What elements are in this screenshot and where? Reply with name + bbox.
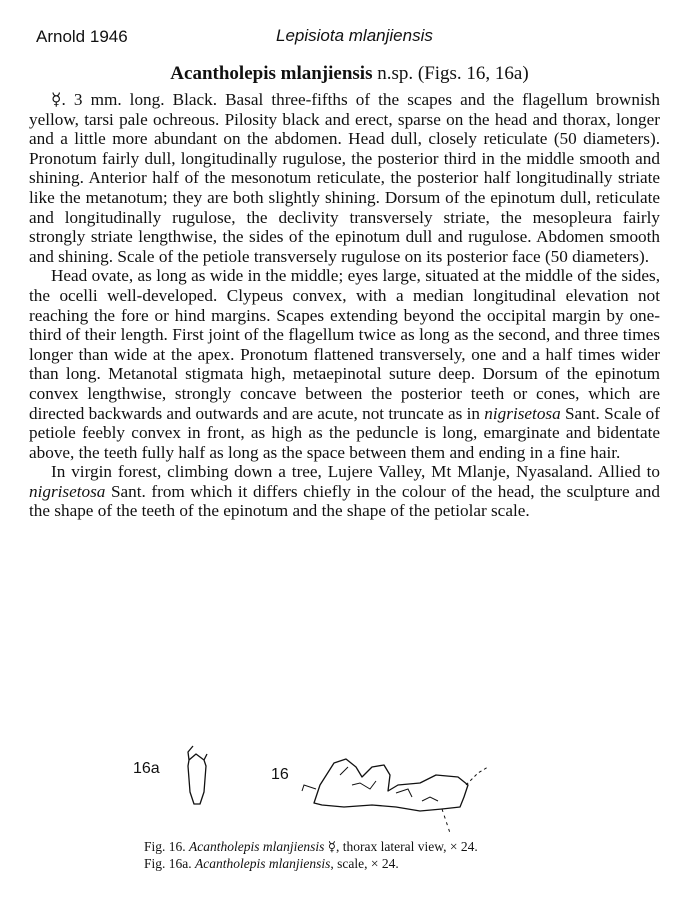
caption-fig-16a-species: Acantholepis mlanjiensis <box>195 856 331 871</box>
caption-fig-16 <box>144 838 478 855</box>
description-body <box>29 90 660 521</box>
description-paragraph-2 <box>29 266 660 462</box>
caption-fig-16a-prefix: Fig. 16a. <box>144 856 192 871</box>
figure-16a-label: 16a <box>133 760 160 777</box>
figure-captions <box>144 838 478 872</box>
description-paragraph-1: ☿. 3 mm. long. Black. Basal three-fifths of the scapes and the flagellum brownish yellow, tarsi pale ochreous. Pilosity black and erect, sparse on the head and thorax, longer and a little more abundant on the abdomen. Head dull, closely reticulate (50 diameters). Pronotum fairly dull, longitudinally rugulose, the posterior third in the middle smooth and shining. Anterior half of the mesonotum reticulate, the posterior half longitudinally striate like the metanotum; they are both slightly shining. Dorsum of the epinotum dull, reticulate and longitudinally rugulose, the declivity transversely striate, the mesopleura fairly strongly striate lengthwise, the sides of the epinotum dull and rugulose. Abdomen smooth and shining. Scale of the petiole transversely rugulose on its posterior face (50 diameters). <box>29 90 660 266</box>
species-title <box>0 63 699 85</box>
header-author-year: Arnold 1946 <box>36 27 128 46</box>
species-title-name: Acantholepis mlanjiensis <box>170 63 373 84</box>
caption-fig-16a-suffix: , scale, × 24. <box>330 856 399 871</box>
paragraph-2-italic: nigrisetosa <box>484 403 561 423</box>
thorax-lateral-drawing <box>300 745 495 835</box>
header-species-name: Lepisiota mlanjiensis <box>276 26 433 45</box>
caption-fig-16-prefix: Fig. 16. <box>144 839 186 854</box>
caption-fig-16-species: Acantholepis mlanjiensis <box>189 839 325 854</box>
paragraph-3-text-a: In virgin forest, climbing down a tree, Lujere Valley, Mt Mlanje, Nyasaland. Allied to <box>51 462 660 482</box>
species-title-rest: n.sp. (Figs. 16, 16a) <box>372 63 529 84</box>
paragraph-3-text-b: Sant. from which it differs chiefly in the colour of the head, the sculpture and the shape of the teeth of the epinotum and the shape of the petiolar scale. <box>29 481 660 521</box>
figure-16-label: 16 <box>271 766 289 783</box>
caption-fig-16-suffix: ☿, thorax lateral view, × 24. <box>324 839 478 854</box>
caption-fig-16a <box>144 855 478 872</box>
petiole-scale-drawing <box>180 744 214 810</box>
description-paragraph-3 <box>29 462 660 521</box>
paragraph-3-italic: nigrisetosa <box>29 481 106 501</box>
paragraph-2-text-a: Head ovate, as long as wide in the middle; eyes large, situated at the middle of the sides, the ocelli well-developed. Clypeus convex, with a median longitudinal elevation not reaching the fore or hind margins. Scapes extending beyond the occipital margin by one-third of their length. First joint of the flagellum twice as long as the second, and three times longer than wide at the apex. Pronotum flattened transversely, one and a half times wider than long. Metanotal stigmata high, metaepinotal suture deep. Dorsum of the epinotum convex lengthwise, strongly concave between the posterior teeth or cones, which are directed backwards and outwards and are acute, not truncate as in <box>29 266 660 423</box>
paragraph-2-text-b: Sant. Scale of petiole feebly convex in front, as high as the peduncle is long, emarginate and bidentate above, the teeth fully half as long as the space between them and ending in a fine hair. <box>29 403 660 462</box>
